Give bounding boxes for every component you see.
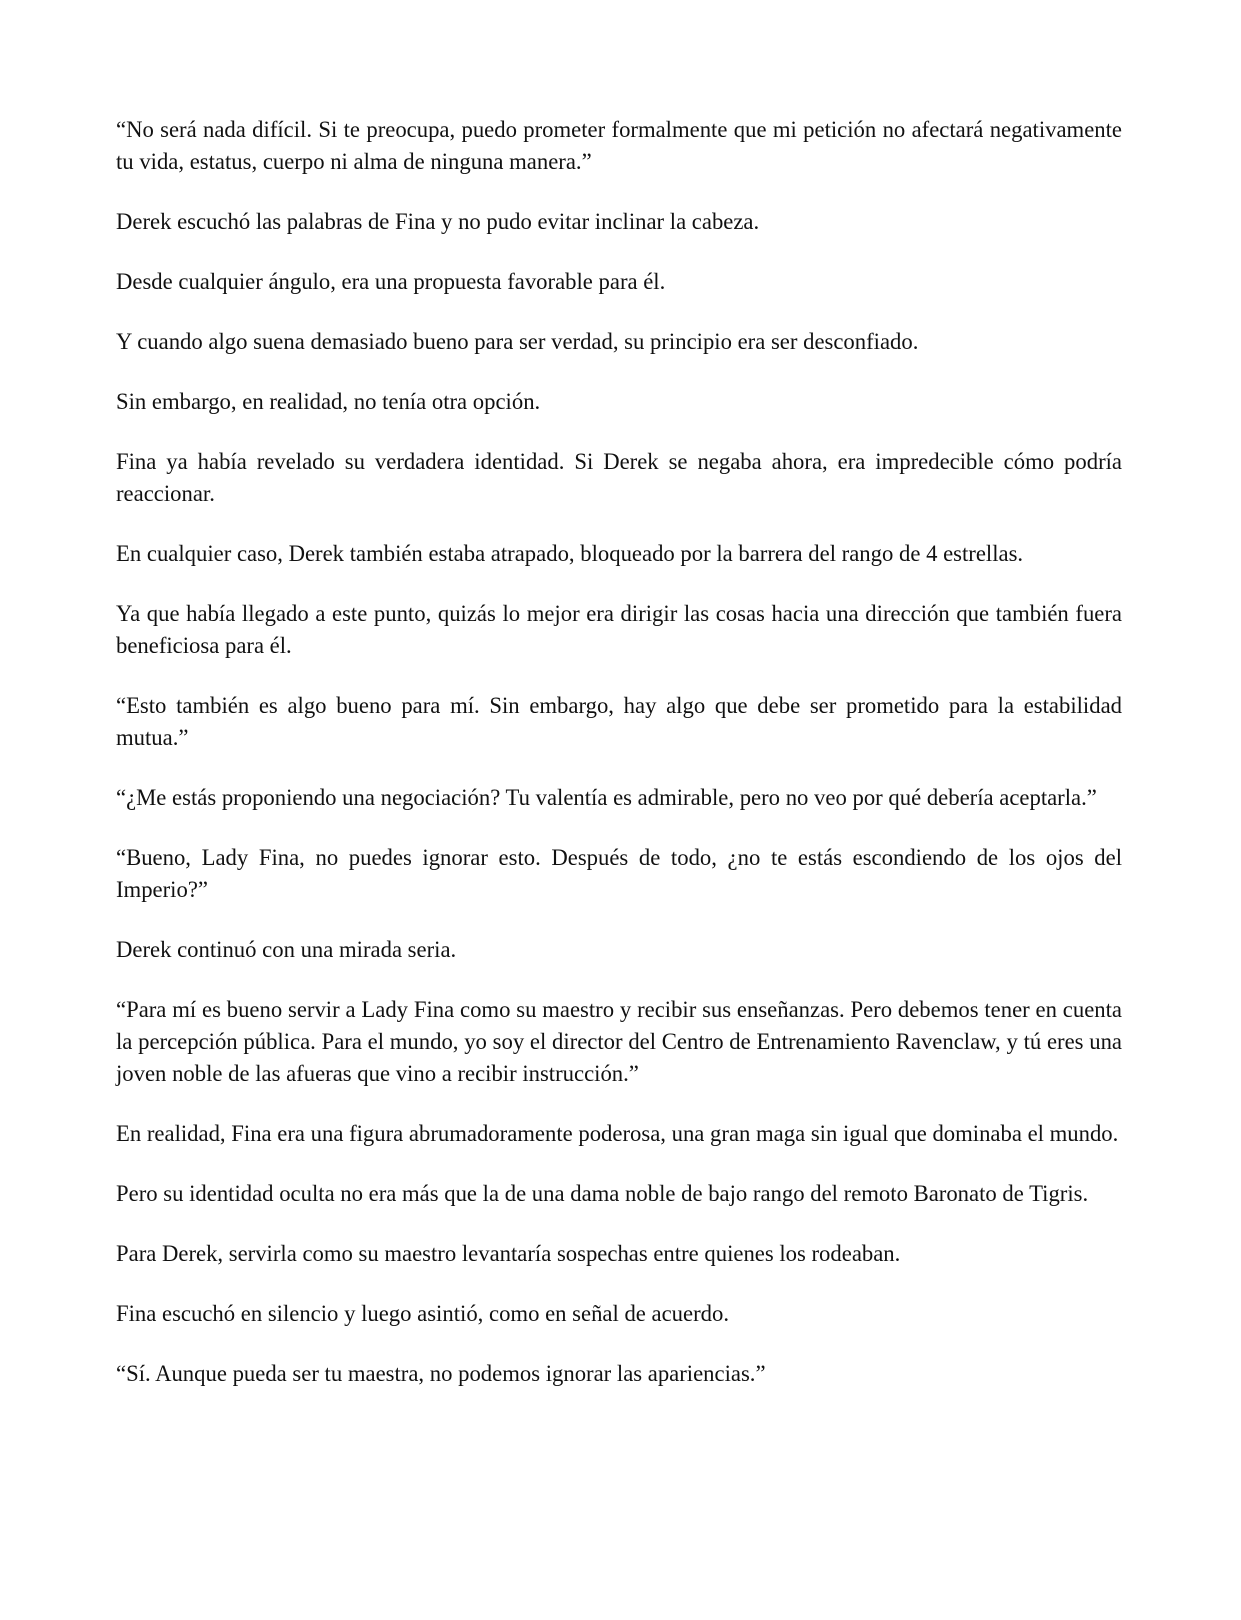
paragraph-3: Desde cualquier ángulo, era una propuesta favorable para él. [116,269,666,294]
paragraph-12: Derek continuó con una mirada seria. [116,937,457,962]
paragraph-5: Sin embargo, en realidad, no tenía otra opción. [116,389,541,414]
paragraph-1: “No será nada difícil. Si te preocupa, puedo prometer formalmente que mi petición no afectará negativamente tu vida, estatus, cuerpo ni alma de ninguna manera.” [116,117,1122,174]
paragraph-15: Pero su identidad oculta no era más que la de una dama noble de bajo rango del remoto Baronato de Tigris. [116,1181,1089,1206]
paragraph-16: Para Derek, servirla como su maestro levantaría sospechas entre quienes los rodeaban. [116,1241,901,1266]
paragraph-10: “¿Me estás proponiendo una negociación? Tu valentía es admirable, pero no veo por qué debería aceptarla.” [116,785,1097,810]
paragraph-4: Y cuando algo suena demasiado bueno para ser verdad, su principio era ser desconfiado. [116,329,919,354]
paragraph-6: Fina ya había revelado su verdadera identidad. Si Derek se negaba ahora, era impredecible cómo podría reaccionar. [116,449,1122,506]
paragraph-13: “Para mí es bueno servir a Lady Fina como su maestro y recibir sus enseñanzas. Pero debemos tener en cuenta la percepción pública. Para el mundo, yo soy el director del Centro de Entrenamiento Ravenclaw, y tú eres una joven noble de las afueras que vino a recibir instrucción.” [116,997,1122,1086]
paragraph-11: “Bueno, Lady Fina, no puedes ignorar esto. Después de todo, ¿no te estás escondiendo de los ojos del Imperio?” [116,845,1122,902]
paragraph-9: “Esto también es algo bueno para mí. Sin embargo, hay algo que debe ser prometido para la estabilidad mutua.” [116,693,1122,750]
paragraph-2: Derek escuchó las palabras de Fina y no pudo evitar inclinar la cabeza. [116,209,760,234]
document-body [116,114,1122,1418]
paragraph-17: Fina escuchó en silencio y luego asintió, como en señal de acuerdo. [116,1301,730,1326]
paragraph-18: “Sí. Aunque pueda ser tu maestra, no podemos ignorar las apariencias.” [116,1361,766,1386]
paragraph-14: En realidad, Fina era una figura abrumadoramente poderosa, una gran maga sin igual que dominaba el mundo. [116,1121,1119,1146]
paragraph-7: En cualquier caso, Derek también estaba atrapado, bloqueado por la barrera del rango de 4 estrellas. [116,541,1024,566]
paragraph-8: Ya que había llegado a este punto, quizás lo mejor era dirigir las cosas hacia una dirección que también fuera beneficiosa para él. [116,601,1122,658]
